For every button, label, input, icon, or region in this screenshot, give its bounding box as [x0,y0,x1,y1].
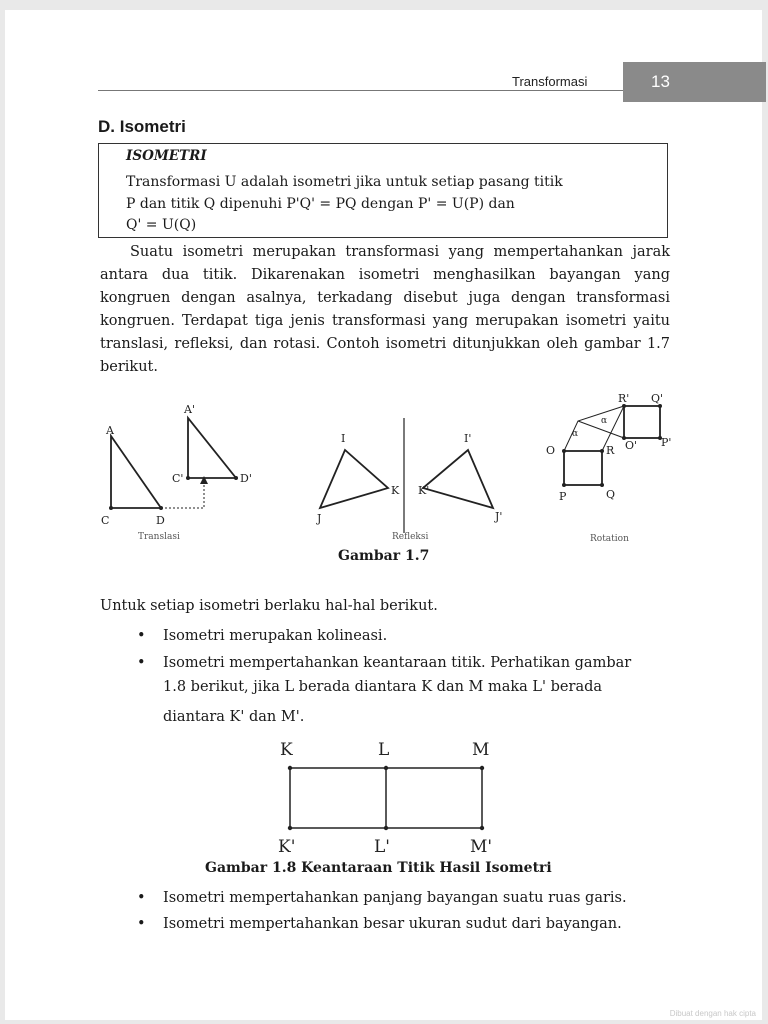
label-k: K [391,484,400,497]
label-rotation: Rotation [590,534,629,544]
bullet-2-line-2: 1.8 berikut, jika L berada diantara K dan M maka L' berada [163,679,603,695]
label-l: L [378,740,390,760]
point-p [562,483,566,487]
point-o [562,449,566,453]
label-d: D [156,514,165,527]
figure-1-7 [98,388,678,548]
label-j: J [317,512,322,525]
label-k2: K' [418,484,430,497]
label-angle-1: α [572,429,579,439]
triangle-i2j2k2 [423,450,493,508]
label-c: C [101,514,110,527]
body-paragraph-text: Suatu isometri merupakan transformasi yang mempertahankan jarak antara dua titik. Dikarenakan isometri menghasilkan bayangan yang kongruen dengan asalnya, terkadang disebut juga dengan transformasi kongruen. Terdapat tiga jenis transformasi yang merupakan isometri yaitu translasi, refleksi, dan rotasi. Contoh isometri ditunjukkan oleh gambar 1.7 berikut. [100,244,670,375]
point-d2 [234,476,238,480]
square-opqr [564,451,602,485]
definition-title: ISOMETRI [126,148,207,164]
label-m: M [472,740,490,760]
label-a2: A' [184,403,195,416]
figure-1-8-caption: Gambar 1.8 Keantaraan Titik Hasil Isometri [205,860,552,876]
point-m [480,766,484,770]
bullet-dot: • [137,655,146,671]
page-number-badge: 13 [623,62,766,102]
label-i: I [341,432,346,445]
point-c [109,506,113,510]
translation-arrow [161,482,204,508]
point-k2 [288,826,292,830]
label-i2: I' [464,432,472,445]
label-k2: K' [278,837,296,857]
triangle-a2c2d2 [188,418,236,478]
point-r [600,449,604,453]
bullet-dot: • [137,890,146,906]
body-paragraph [100,241,670,379]
definition-line-3: Q' = U(Q) [126,217,197,233]
label-r: R [606,444,615,457]
square-o2p2q2r2 [624,406,660,438]
point-k [288,766,292,770]
figure-1-7-caption: Gambar 1.7 [338,548,430,564]
section-heading: D. Isometri [98,117,186,136]
label-p2: P' [661,436,672,449]
label-j2: J' [495,510,503,523]
triangle-acd [111,436,161,508]
running-header-title: Transformasi [512,74,588,89]
label-r2: R' [618,392,630,405]
definition-line-1: Transformasi U adalah isometri jika untuk setiap pasang titik [126,174,563,190]
bullet-3 [137,886,627,910]
figure-1-8 [270,736,510,858]
bullet-dot: • [137,916,146,932]
point-c2 [186,476,190,480]
point-l [384,766,388,770]
bullet-3-text: Isometri mempertahankan panjang bayangan suatu ruas garis. [163,890,627,906]
bullet-2-line-3: diantara K' dan M'. [163,709,305,725]
bullet-dot: • [137,628,146,644]
bullet-1 [137,624,388,648]
bullet-4-text: Isometri mempertahankan besar ukuran sudut dari bayangan. [163,916,622,932]
label-c2: C' [172,472,184,485]
watermark: Dibuat dengan hak cipta [669,1009,756,1018]
definition-line-2: P dan titik Q dipenuhi P'Q' = PQ dengan P' = U(P) dan [126,196,515,212]
label-o: O [546,444,556,457]
point-q [600,483,604,487]
label-k: K [280,740,293,760]
triangle-ijk [320,450,388,508]
label-q: Q [606,488,616,501]
label-o2: O' [625,439,638,452]
point-d [159,506,163,510]
label-d2: D' [240,472,252,485]
bullet-2-line-1: Isometri mempertahankan keantaraan titik. Perhatikan gambar [163,655,632,671]
bullet-2 [137,651,632,729]
label-translasi: Translasi [138,532,180,542]
bullet-1-text: Isometri merupakan kolineasi. [163,628,388,644]
bullet-4 [137,912,622,936]
label-a: A [106,424,114,437]
point-m2 [480,826,484,830]
header-rule [98,90,623,91]
label-angle-2: α [601,416,608,426]
intro-text: Untuk setiap isometri berlaku hal-hal berikut. [100,598,438,614]
point-l2 [384,826,388,830]
label-refleksi: Refleksi [392,532,429,542]
label-m2: M' [470,837,493,857]
label-q2: Q' [651,392,664,405]
label-p: P [559,490,567,503]
label-l2: L' [374,837,390,857]
